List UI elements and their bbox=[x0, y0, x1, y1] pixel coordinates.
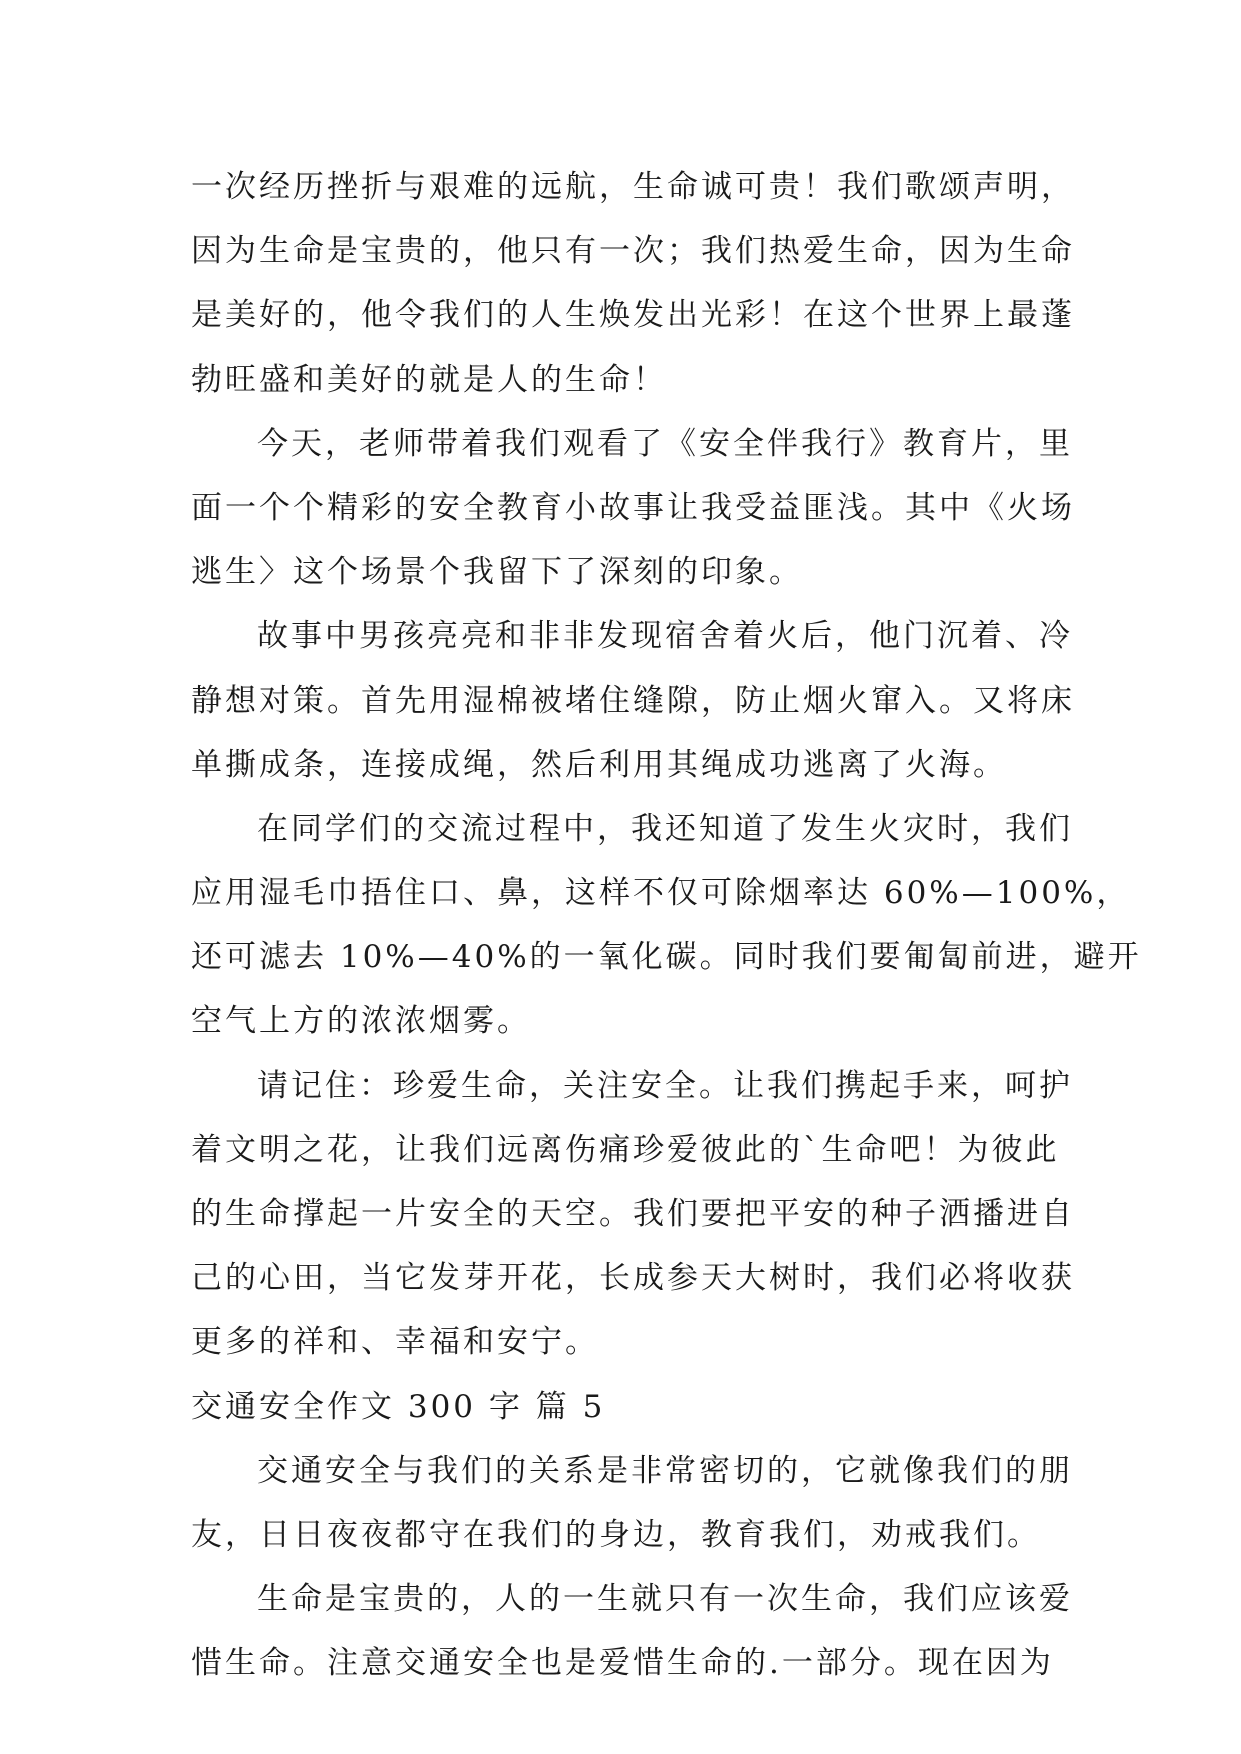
paragraph-start-line: 故事中男孩亮亮和非非发现宿舍着火后，他门沉着、冷 bbox=[257, 618, 1073, 655]
text-line: 的生命撑起一片安全的天空。我们要把平安的种子洒播进自 bbox=[191, 1196, 1075, 1232]
section-heading: 交通安全作文 300 字 篇 5 bbox=[191, 1388, 606, 1425]
paragraph-start-line: 今天，老师带着我们观看了《安全伴我行》教育片，里 bbox=[257, 425, 1073, 462]
text-line: 面一个个精彩的安全教育小故事让我受益匪浅。其中《火场 bbox=[191, 489, 1075, 526]
paragraph-start-line: 生命是宝贵的，人的一生就只有一次生命，我们应该爱 bbox=[257, 1581, 1073, 1618]
paragraph-start-line: 请记住：珍爱生命，关注安全。让我们携起手来，呵护 bbox=[257, 1067, 1073, 1104]
text-line: 友，日日夜夜都守在我们的身边，教育我们，劝戒我们。 bbox=[191, 1516, 1041, 1553]
paragraph-start-line: 交通安全与我们的关系是非常密切的，它就像我们的朋 bbox=[257, 1452, 1073, 1489]
text-line: 着文明之花，让我们远离伤痛珍爱彼此的`生命吧！为彼此 bbox=[191, 1131, 1060, 1168]
text-line: 勃旺盛和美好的就是人的生命！ bbox=[191, 361, 667, 398]
text-line: 己的心田，当它发芽开花，长成参天大树时，我们必将收获 bbox=[191, 1260, 1075, 1297]
text-line: 因为生命是宝贵的，他只有一次；我们热爱生命，因为生命 bbox=[191, 233, 1075, 270]
text-line: 静想对策。首先用湿棉被堵住缝隙，防止烟火窜入。又将床 bbox=[191, 682, 1075, 719]
paragraph-start-line: 在同学们的交流过程中，我还知道了发生火灾时，我们 bbox=[257, 810, 1073, 847]
text-line: 逃生〉这个场景个我留下了深刻的印象。 bbox=[191, 554, 803, 591]
document-body bbox=[191, 155, 1142, 1696]
text-line: 惜生命。注意交通安全也是爱惜生命的.一部分。现在因为 bbox=[191, 1645, 1054, 1682]
text-line: 单撕成条，连接成绳，然后利用其绳成功逃离了火海。 bbox=[191, 746, 1007, 783]
text-line: 一次经历挫折与艰难的远航，生命诚可贵！我们歌颂声明， bbox=[191, 169, 1075, 205]
text-line: 应用湿毛巾捂住口、鼻，这样不仅可除烟率达 60%—100%， bbox=[191, 875, 1131, 912]
text-line: 是美好的，他令我们的人生焕发出光彩！在这个世界上最蓬 bbox=[191, 297, 1075, 334]
text-line: 空气上方的浓浓烟雾。 bbox=[191, 1003, 531, 1040]
text-line: 更多的祥和、幸福和安宁。 bbox=[191, 1324, 599, 1361]
text-line: 还可滤去 10%—40%的一氧化碳。同时我们要匍匐前进，避开 bbox=[191, 939, 1142, 976]
